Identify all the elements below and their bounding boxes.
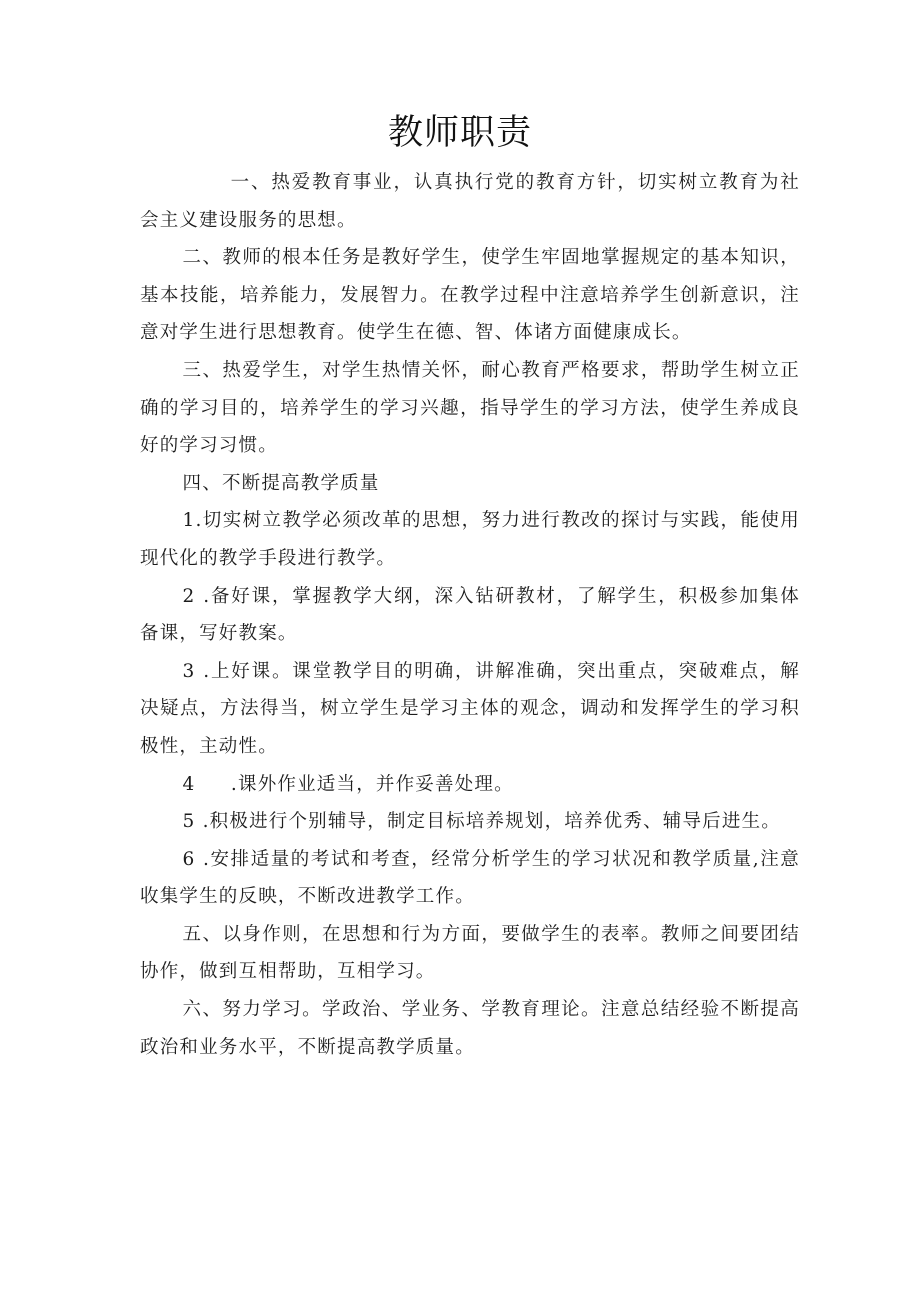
paragraph-4-heading: 四、不断提高教学质量: [182, 472, 380, 494]
paragraph-2: 二、教师的根本任务是教好学生，使学生牢固地掌握规定的基本知识，基本技能，培养能力，发展智力。在教学过程中注意培养学生创新意识，注意对学生进行思想教育。使学生在德、智、体诸方面健康成长。: [140, 247, 800, 344]
paragraph-1: 一、热爱教育事业，认真执行党的教育方针，切实树立教育为社会主义建设服务的思想。: [140, 172, 800, 231]
document-body: [140, 164, 800, 1066]
list-item-1: 1.切实树立教学必须改革的思想，努力进行教改的探讨与实践，能使用现代化的教学手段进行教学。: [140, 510, 800, 569]
list-item-4: 4 .课外作业适当，并作妥善处理。: [182, 773, 514, 795]
paragraph-6: 六、努力学习。学政治、学业务、学教育理论。注意总结经验不断提高政治和业务水平，不断提高教学质量。: [140, 999, 800, 1058]
paragraph-3: 三、热爱学生，对学生热情关怀，耐心教育严格要求，帮助学生树立正确的学习目的，培养学生的学习兴趣，指导学生的学习方法，使学生养成良好的学习习惯。: [140, 359, 800, 457]
list-item-2: 2 .备好课，掌握教学大纲，深入钻研教材，了解学生，积极参加集体备课，写好教案。: [140, 585, 800, 645]
list-item-3: 3 .上好课。课堂教学目的明确，讲解准确，突出重点，突破难点，解决疑点，方法得当，树立学生是学习主体的观念，调动和发挥学生的学习积极性，主动性。: [140, 660, 800, 757]
list-item-5: 5 .积极进行个别辅导，制定目标培养规划，培养优秀、辅导后进生。: [182, 811, 781, 833]
list-item-6: 6 .安排适量的考试和考查，经常分析学生的学习状况和教学质量,注意收集学生的反映，不断改进教学工作。: [140, 848, 800, 908]
paragraph-5: 五、以身作则，在思想和行为方面，要做学生的表率。教师之间要团结协作，做到互相帮助，互相学习。: [140, 923, 800, 983]
document-title: 教师职责: [387, 113, 532, 153]
